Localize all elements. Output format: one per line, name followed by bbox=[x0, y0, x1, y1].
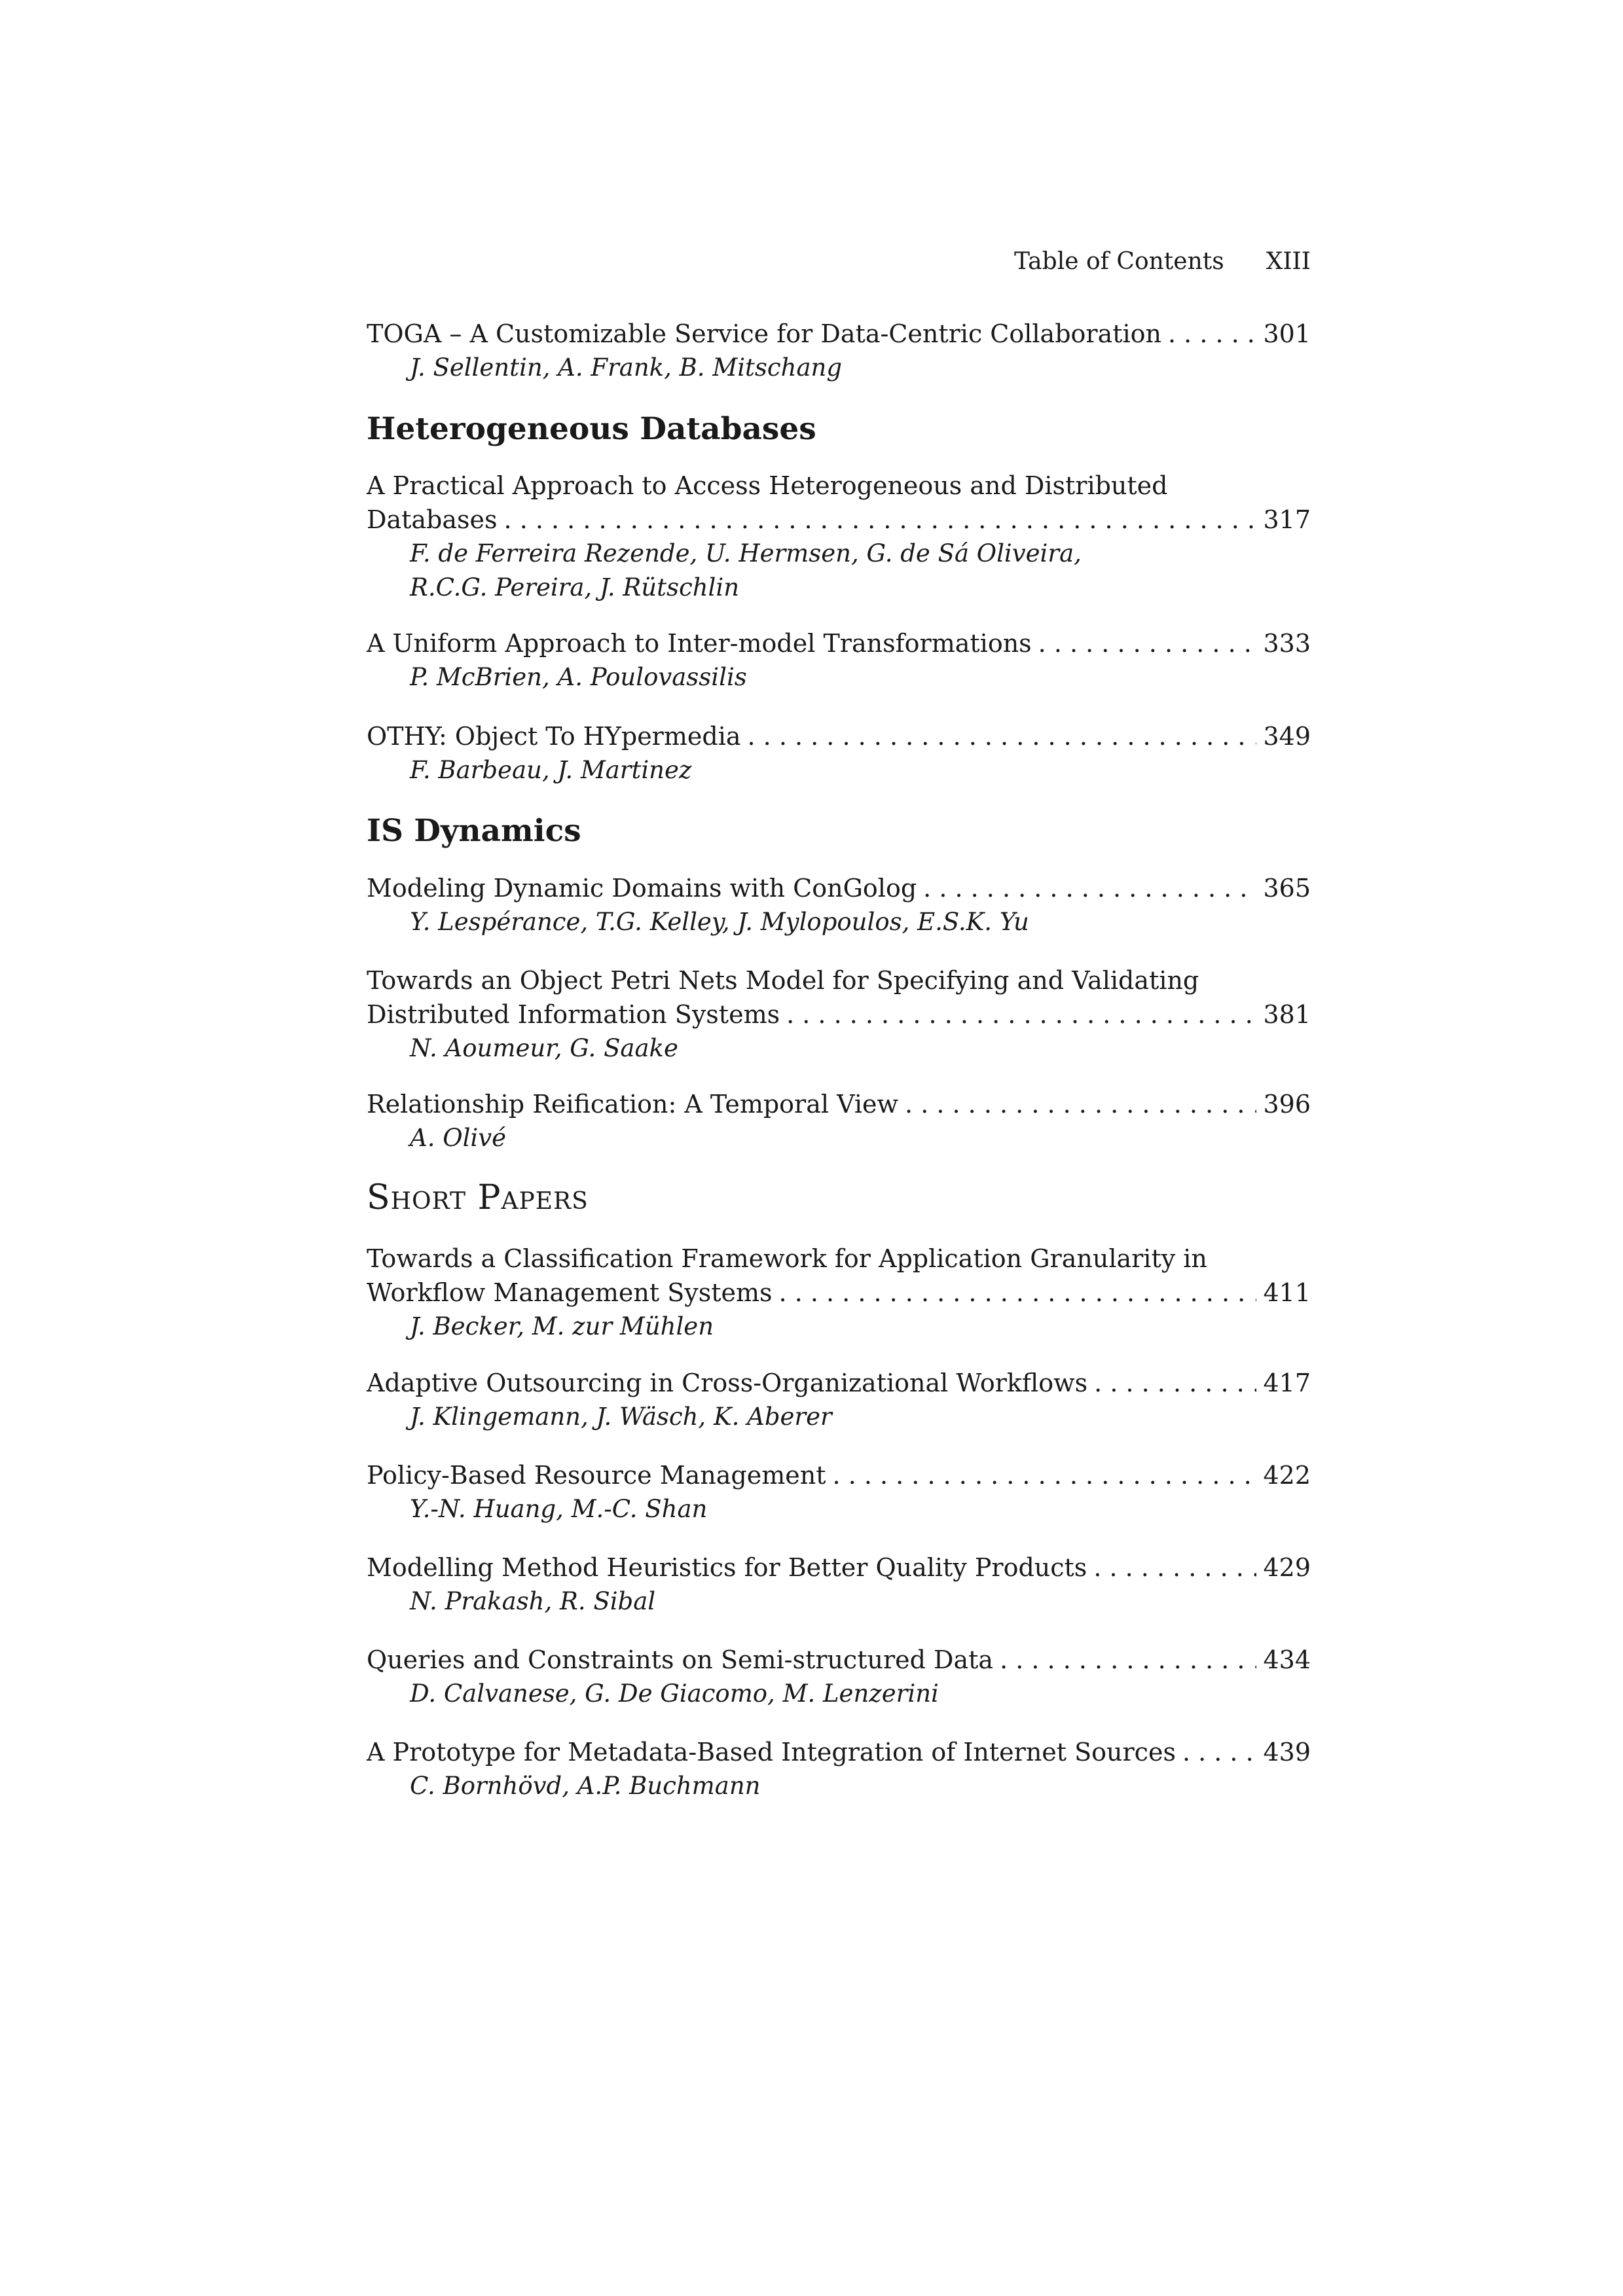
dot-leader bbox=[1182, 1735, 1257, 1769]
dot-leader bbox=[1168, 317, 1256, 351]
entry-page: 439 bbox=[1263, 1738, 1311, 1767]
entry-title: TOGA – A Customizable Service for Data-Centric Collaboration bbox=[367, 319, 1162, 348]
toc-entry bbox=[367, 1735, 1311, 1803]
dot-leader bbox=[1093, 1551, 1256, 1585]
entry-page: 317 bbox=[1263, 505, 1311, 534]
entry-title: Towards an Object Petri Nets Model for Specifying and Validating bbox=[367, 966, 1199, 995]
entry-authors: Y. Lespérance, T.G. Kelley, J. Mylopoulos, E.S.K. Yu bbox=[410, 908, 1029, 936]
entry-page: 396 bbox=[1263, 1090, 1311, 1119]
entry-title: Modeling Dynamic Domains with ConGolog bbox=[367, 874, 917, 903]
entry-page: 434 bbox=[1263, 1645, 1311, 1674]
toc-entry bbox=[367, 1551, 1311, 1619]
entry-title: Relationship Reification: A Temporal View bbox=[367, 1090, 899, 1119]
entry-authors: A. Olivé bbox=[410, 1124, 507, 1152]
entry-title: Adaptive Outsourcing in Cross-Organizational Workflows bbox=[367, 1369, 1088, 1397]
entry-title: OTHY: Object To HYpermedia bbox=[367, 722, 741, 751]
entry-page: 381 bbox=[1263, 1000, 1311, 1029]
entry-page: 422 bbox=[1263, 1461, 1311, 1490]
entry-title-continued: Workflow Management Systems bbox=[367, 1278, 773, 1307]
entry-page: 417 bbox=[1263, 1369, 1311, 1397]
entry-authors: F. de Ferreira Rezende, U. Hermsen, G. de Sá Oliveira, bbox=[410, 539, 1082, 567]
entry-title: A Practical Approach to Access Heterogeneous and Distributed bbox=[367, 471, 1168, 500]
entry-title: Modelling Method Heuristics for Better Quality Products bbox=[367, 1553, 1087, 1582]
entry-page: 301 bbox=[1263, 319, 1311, 348]
entry-title-continued: Databases bbox=[367, 505, 498, 534]
entry-title: Policy-Based Resource Management bbox=[367, 1461, 826, 1490]
dot-leader bbox=[905, 1087, 1256, 1121]
entry-page: 349 bbox=[1263, 722, 1311, 751]
page-number: XIII bbox=[1266, 248, 1311, 275]
entry-page: 333 bbox=[1263, 629, 1311, 658]
toc-entry bbox=[367, 1643, 1311, 1711]
toc-entry bbox=[367, 871, 1311, 939]
entry-authors: J. Klingemann, J. Wäsch, K. Aberer bbox=[410, 1403, 832, 1431]
dot-leader bbox=[923, 871, 1256, 905]
toc-entry bbox=[367, 1087, 1311, 1155]
running-title: Table of Contents bbox=[1013, 248, 1224, 275]
toc-entry bbox=[367, 1242, 1311, 1344]
dot-leader bbox=[1000, 1643, 1256, 1677]
dot-leader bbox=[779, 1276, 1257, 1310]
section-heading: IS Dynamics bbox=[367, 813, 581, 849]
page-header bbox=[367, 247, 1311, 276]
entry-authors: J. Sellentin, A. Frank, B. Mitschang bbox=[410, 353, 843, 382]
entry-authors: D. Calvanese, G. De Giacomo, M. Lenzerini bbox=[410, 1679, 939, 1708]
toc-entry bbox=[367, 963, 1311, 1066]
section-heading: Heterogeneous Databases bbox=[367, 411, 816, 447]
dot-leader bbox=[833, 1458, 1257, 1492]
entry-page: 365 bbox=[1263, 874, 1311, 903]
entry-page: 411 bbox=[1263, 1278, 1311, 1307]
entry-authors: P. McBrien, A. Poulovassilis bbox=[410, 663, 747, 691]
entry-authors: J. Becker, M. zur Mühlen bbox=[410, 1312, 714, 1340]
toc-entry bbox=[367, 1458, 1311, 1526]
entry-title: A Prototype for Metadata-Based Integration of Internet Sources bbox=[367, 1738, 1176, 1767]
entry-authors: R.C.G. Pereira, J. Rütschlin bbox=[410, 573, 740, 601]
entry-title: Queries and Constraints on Semi-structured Data bbox=[367, 1645, 994, 1674]
entry-title: A Uniform Approach to Inter-model Transformations bbox=[367, 629, 1032, 658]
toc-entry bbox=[367, 1366, 1311, 1434]
dot-leader bbox=[504, 503, 1257, 537]
section-heading: Short Papers bbox=[367, 1178, 589, 1217]
entry-authors: N. Prakash, R. Sibal bbox=[410, 1587, 656, 1615]
entry-title-continued: Distributed Information Systems bbox=[367, 1000, 780, 1029]
entry-authors: N. Aoumeur, G. Saake bbox=[410, 1034, 678, 1062]
entry-title: Towards a Classification Framework for Application Granularity in bbox=[367, 1244, 1207, 1273]
toc-entry bbox=[367, 317, 1311, 385]
toc-entry bbox=[367, 469, 1311, 605]
entry-authors: Y.-N. Huang, M.-C. Shan bbox=[410, 1495, 708, 1523]
toc-entry bbox=[367, 719, 1311, 787]
dot-leader bbox=[1038, 626, 1257, 660]
entry-authors: C. Bornhövd, A.P. Buchmann bbox=[410, 1772, 761, 1800]
dot-leader bbox=[748, 719, 1257, 753]
entry-page: 429 bbox=[1263, 1553, 1311, 1582]
entry-authors: F. Barbeau, J. Martinez bbox=[410, 756, 692, 784]
toc-entry bbox=[367, 626, 1311, 694]
dot-leader bbox=[786, 997, 1256, 1031]
dot-leader bbox=[1094, 1366, 1256, 1400]
